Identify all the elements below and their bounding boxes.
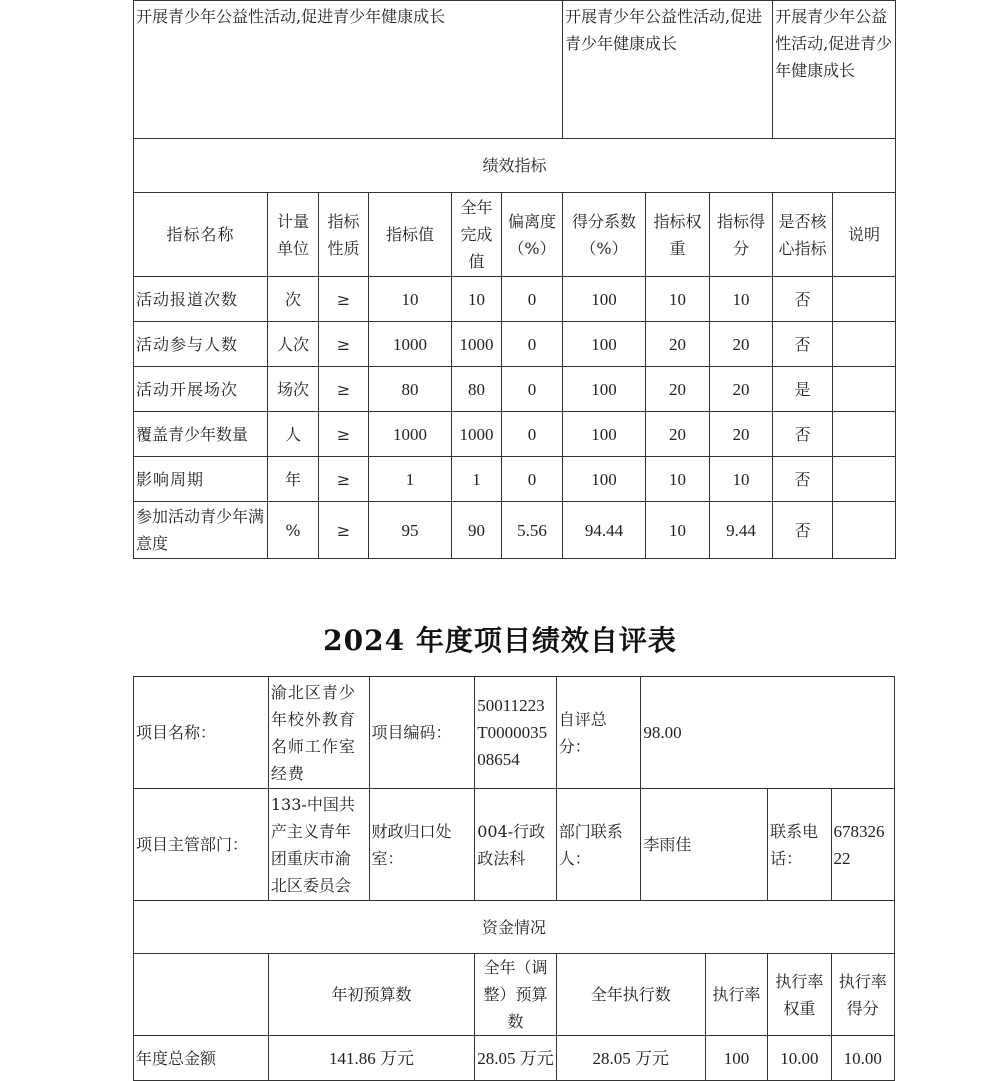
total-rate: 100: [705, 1036, 767, 1081]
header-deviation: 偏离度（%）: [502, 193, 563, 277]
header-adjusted-budget: 全年（调整）预算数: [475, 954, 557, 1036]
indicator-coef: 94.44: [563, 502, 646, 559]
indicator-deviation: 5.56: [502, 502, 563, 559]
header-nature: 指标性质: [319, 193, 369, 277]
project-code-value: 50011223T000003508654: [475, 677, 557, 789]
total-rate-score: 10.00: [831, 1036, 894, 1081]
finance-value: 004-行政政法科: [475, 789, 557, 901]
indicator-score: 20: [710, 367, 773, 412]
header-core: 是否核心指标: [773, 193, 833, 277]
table-row: [134, 367, 896, 412]
indicator-name: 活动开展场次: [134, 367, 268, 412]
dept-label: 项目主管部门：: [134, 789, 269, 901]
funds-header-row: [134, 954, 895, 1036]
indicator-unit: 人次: [268, 322, 319, 367]
indicator-deviation: 0: [502, 457, 563, 502]
header-note: 说明: [833, 193, 896, 277]
indicator-deviation: 0: [502, 412, 563, 457]
indicator-target: 80: [369, 367, 452, 412]
indicator-score: 20: [710, 322, 773, 367]
indicator-weight: 20: [646, 322, 710, 367]
indicator-coef: 100: [563, 412, 646, 457]
indicator-name: 参加活动青少年满意度: [134, 502, 268, 559]
indicator-nature: ≥: [319, 457, 369, 502]
indicator-actual: 1000: [452, 412, 502, 457]
header-rate-score: 执行率得分: [831, 954, 894, 1036]
indicator-nature: ≥: [319, 277, 369, 322]
indicator-weight: 20: [646, 412, 710, 457]
indicator-name: 活动报道次数: [134, 277, 268, 322]
indicator-score: 10: [710, 277, 773, 322]
header-actual: 全年完成值: [452, 193, 502, 277]
indicator-unit: %: [268, 502, 319, 559]
total-label: 年度总金额: [134, 1036, 269, 1081]
total-rate-weight: 10.00: [768, 1036, 831, 1081]
contact-label: 部门联系人：: [556, 789, 641, 901]
funds-header-blank: [134, 954, 269, 1036]
indicator-coef: 100: [563, 457, 646, 502]
total-executed: 28.05 万元: [556, 1036, 705, 1081]
indicator-weight: 10: [646, 277, 710, 322]
header-weight: 指标权重: [646, 193, 710, 277]
indicator-score: 20: [710, 412, 773, 457]
indicator-weight: 20: [646, 367, 710, 412]
header-unit: 计量单位: [268, 193, 319, 277]
indicator-target: 1: [369, 457, 452, 502]
indicator-actual: 10: [452, 277, 502, 322]
indicator-note: [833, 502, 896, 559]
indicator-nature: ≥: [319, 502, 369, 559]
indicator-target: 1000: [369, 412, 452, 457]
indicator-nature: ≥: [319, 322, 369, 367]
indicator-note: [833, 367, 896, 412]
page-title: 2024 年度项目绩效自评表: [323, 624, 677, 657]
indicator-target: 1000: [369, 322, 452, 367]
indicator-unit: 次: [268, 277, 319, 322]
contact-value: 李雨佳: [641, 789, 768, 901]
indicator-score: 10: [710, 457, 773, 502]
indicator-nature: ≥: [319, 367, 369, 412]
indicator-target: 10: [369, 277, 452, 322]
goal-cell: 开展青少年公益性活动,促进青少年健康成长: [563, 1, 773, 139]
table-row: [134, 502, 896, 559]
finance-label: 财政归口处室：: [369, 789, 475, 901]
indicator-nature: ≥: [319, 412, 369, 457]
indicator-name: 影响周期: [134, 457, 268, 502]
indicator-note: [833, 457, 896, 502]
indicator-actual: 1: [452, 457, 502, 502]
indicator-unit: 人: [268, 412, 319, 457]
indicator-coef: 100: [563, 322, 646, 367]
header-coef: 得分系数（%）: [563, 193, 646, 277]
indicator-deviation: 0: [502, 367, 563, 412]
dept-value: 133-中国共产主义青年团重庆市渝北区委员会: [268, 789, 369, 901]
section-title-funds: 资金情况: [134, 901, 895, 954]
indicator-note: [833, 412, 896, 457]
indicator-core: 否: [773, 502, 833, 559]
funds-total-row: [134, 1036, 895, 1081]
header-initial-budget: 年初预算数: [268, 954, 474, 1036]
project-name-label: 项目名称：: [134, 677, 269, 789]
indicator-core: 否: [773, 322, 833, 367]
indicator-actual: 80: [452, 367, 502, 412]
project-name-value: 渝北区青少年校外教育名师工作室经费: [268, 677, 369, 789]
indicator-deviation: 0: [502, 277, 563, 322]
header-target: 指标值: [369, 193, 452, 277]
goal-cell: 开展青少年公益性活动,促进青少年健康成长: [773, 1, 896, 139]
project-code-label: 项目编码：: [369, 677, 475, 789]
table-row: [134, 457, 896, 502]
goals-row: [134, 1, 896, 139]
project-name-row: [134, 677, 895, 789]
indicator-score: 9.44: [710, 502, 773, 559]
indicator-coef: 100: [563, 367, 646, 412]
header-name: 指标名称: [134, 193, 268, 277]
indicator-target: 95: [369, 502, 452, 559]
indicator-weight: 10: [646, 502, 710, 559]
header-score: 指标得分: [710, 193, 773, 277]
table-row: [134, 322, 896, 367]
indicator-core: 否: [773, 457, 833, 502]
phone-value: 67832622: [831, 789, 894, 901]
self-score-value: 98.00: [641, 677, 895, 789]
indicator-note: [833, 322, 896, 367]
indicator-coef: 100: [563, 277, 646, 322]
phone-label: 联系电话：: [768, 789, 831, 901]
self-score-label: 自评总分：: [556, 677, 641, 789]
indicator-core: 否: [773, 277, 833, 322]
indicator-unit: 场次: [268, 367, 319, 412]
goal-cell: 开展青少年公益性活动,促进青少年健康成长: [134, 1, 563, 139]
indicator-unit: 年: [268, 457, 319, 502]
indicator-core: 是: [773, 367, 833, 412]
indicator-core: 否: [773, 412, 833, 457]
header-executed: 全年执行数: [556, 954, 705, 1036]
indicator-actual: 1000: [452, 322, 502, 367]
header-rate: 执行率: [705, 954, 767, 1036]
indicator-deviation: 0: [502, 322, 563, 367]
table-row: [134, 277, 896, 322]
indicators-table: [133, 0, 896, 559]
indicator-actual: 90: [452, 502, 502, 559]
indicators-header-row: [134, 193, 896, 277]
table-row: [134, 412, 896, 457]
header-rate-weight: 执行率权重: [768, 954, 831, 1036]
section-title-indicators: 绩效指标: [134, 139, 896, 193]
indicator-name: 活动参与人数: [134, 322, 268, 367]
total-initial: 141.86 万元: [268, 1036, 474, 1081]
indicator-note: [833, 277, 896, 322]
indicator-name: 覆盖青少年数量: [134, 412, 268, 457]
project-dept-row: [134, 789, 895, 901]
total-adjusted: 28.05 万元: [475, 1036, 557, 1081]
project-table: [133, 676, 895, 1081]
indicator-weight: 10: [646, 457, 710, 502]
